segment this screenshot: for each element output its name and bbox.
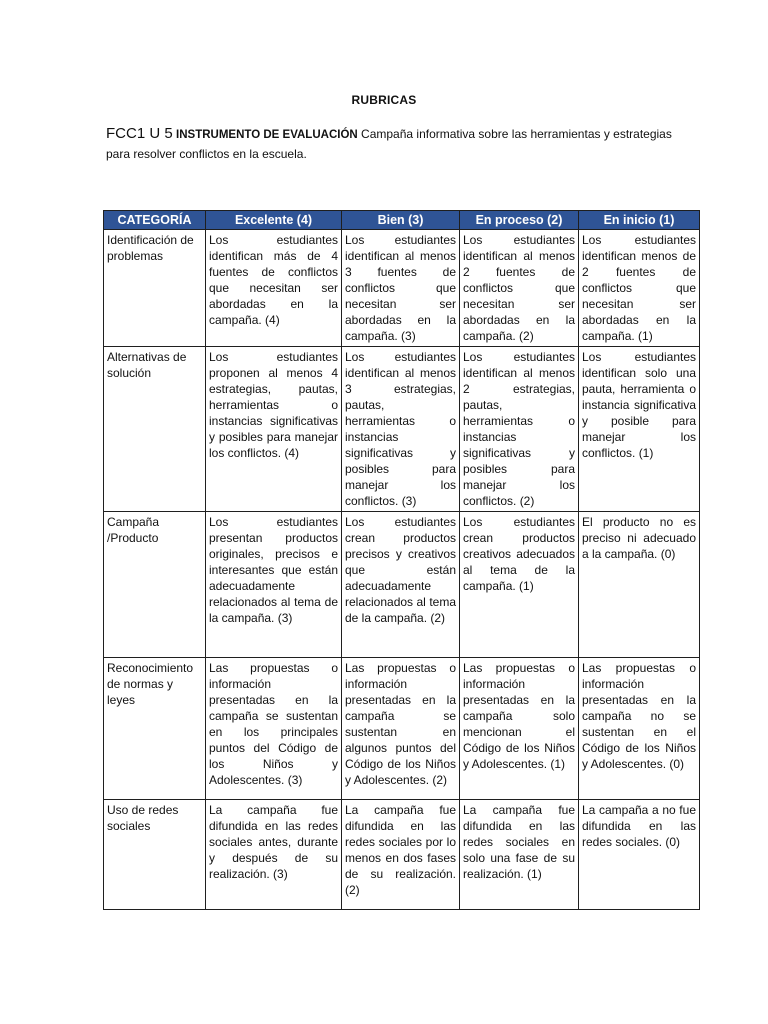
- cell-bien: Los estudiantes identifican al menos 3 estrategias, pautas, herramientas o instancias significativas y posibles para manejar los conflictos. (3): [342, 347, 460, 512]
- table-header-row: [104, 211, 700, 230]
- row-category: Identificación de problemas: [104, 230, 206, 347]
- cell-excelente: Los estudiantes proponen al menos 4 estrategias, pautas, herramientas o instancias significativas y posibles para manejar los conflictos. (4): [206, 347, 342, 512]
- cell-en-inicio: La campaña a no fue difundida en las redes sociales. (0): [579, 800, 700, 910]
- cell-en-proceso: La campaña fue difundida en las redes sociales en solo una fase de su realización. (1): [460, 800, 579, 910]
- cell-en-proceso: Las propuestas o información presentadas en la campaña solo mencionan el Código de los Niños y Adolescentes. (1): [460, 658, 579, 800]
- intro-paragraph: [106, 124, 686, 164]
- row-category: Campaña /Producto: [104, 512, 206, 658]
- header-category: CATEGORÍA: [104, 211, 206, 230]
- cell-en-inicio: Los estudiantes identifican menos de 2 fuentes de conflictos que necesitan ser abordadas en la campaña. (1): [579, 230, 700, 347]
- table-row: [104, 800, 700, 910]
- header-en-proceso: En proceso (2): [460, 211, 579, 230]
- cell-en-inicio: Los estudiantes identifican solo una pauta, herramienta o instancia significativa y posible para manejar los conflictos. (1): [579, 347, 700, 512]
- cell-bien: La campaña fue difundida en las redes sociales por lo menos en dos fases de su realización. (2): [342, 800, 460, 910]
- cell-bien: Los estudiantes crean productos precisos y creativos que están adecuadamente relacionados al tema de la campaña. (2): [342, 512, 460, 658]
- cell-bien: Los estudiantes identifican al menos 3 fuentes de conflictos que necesitan ser abordadas en la campaña. (3): [342, 230, 460, 347]
- table-row: [104, 658, 700, 800]
- cell-excelente: Las propuestas o información presentadas en la campaña se sustentan en los principales puntos del Código de los Niños y Adolescentes. (3): [206, 658, 342, 800]
- cell-en-inicio: El producto no es preciso ni adecuado a la campaña. (0): [579, 512, 700, 658]
- cell-excelente: Los estudiantes presentan productos originales, precisos e interesantes que están adecuadamente relacionados al tema de la campaña. (3): [206, 512, 342, 658]
- header-bien: Bien (3): [342, 211, 460, 230]
- cell-en-proceso: Los estudiantes identifican al menos 2 fuentes de conflictos que necesitan ser abordadas en la campaña. (2): [460, 230, 579, 347]
- cell-en-inicio: Las propuestas o información presentadas en la campaña no se sustentan en el Código de los Niños y Adolescentes. (0): [579, 658, 700, 800]
- header-excelente: Excelente (4): [206, 211, 342, 230]
- cell-excelente: Los estudiantes identifican más de 4 fuentes de conflictos que necesitan ser abordadas en la campaña. (4): [206, 230, 342, 347]
- row-category: Reconocimiento de normas y leyes: [104, 658, 206, 800]
- course-code: FCC1 U 5: [106, 125, 173, 142]
- cell-excelente: La campaña fue difundida en las redes sociales antes, durante y después de su realización. (3): [206, 800, 342, 910]
- row-category: Alternativas de solución: [104, 347, 206, 512]
- cell-bien: Las propuestas o información presentadas en la campaña se sustentan en algunos puntos del Código de los Niños y Adolescentes. (2): [342, 658, 460, 800]
- header-en-inicio: En inicio (1): [579, 211, 700, 230]
- table-row: [104, 512, 700, 658]
- instrument-label: INSTRUMENTO DE EVALUACIÓN: [176, 129, 358, 141]
- intro-description: Campaña informativa sobre las herramientas y estrategias para resolver conflictos en la escuela.: [106, 127, 672, 161]
- cell-en-proceso: Los estudiantes identifican al menos 2 estrategias, pautas, herramientas o instancias significativas y posibles para manejar los conflictos. (2): [460, 347, 579, 512]
- table-row: [104, 230, 700, 347]
- rubric-table: [103, 210, 700, 910]
- table-row: [104, 347, 700, 512]
- page-title: RUBRICAS: [351, 93, 417, 107]
- row-category: Uso de redes sociales: [104, 800, 206, 910]
- cell-en-proceso: Los estudiantes crean productos creativos adecuados al tema de la campaña. (1): [460, 512, 579, 658]
